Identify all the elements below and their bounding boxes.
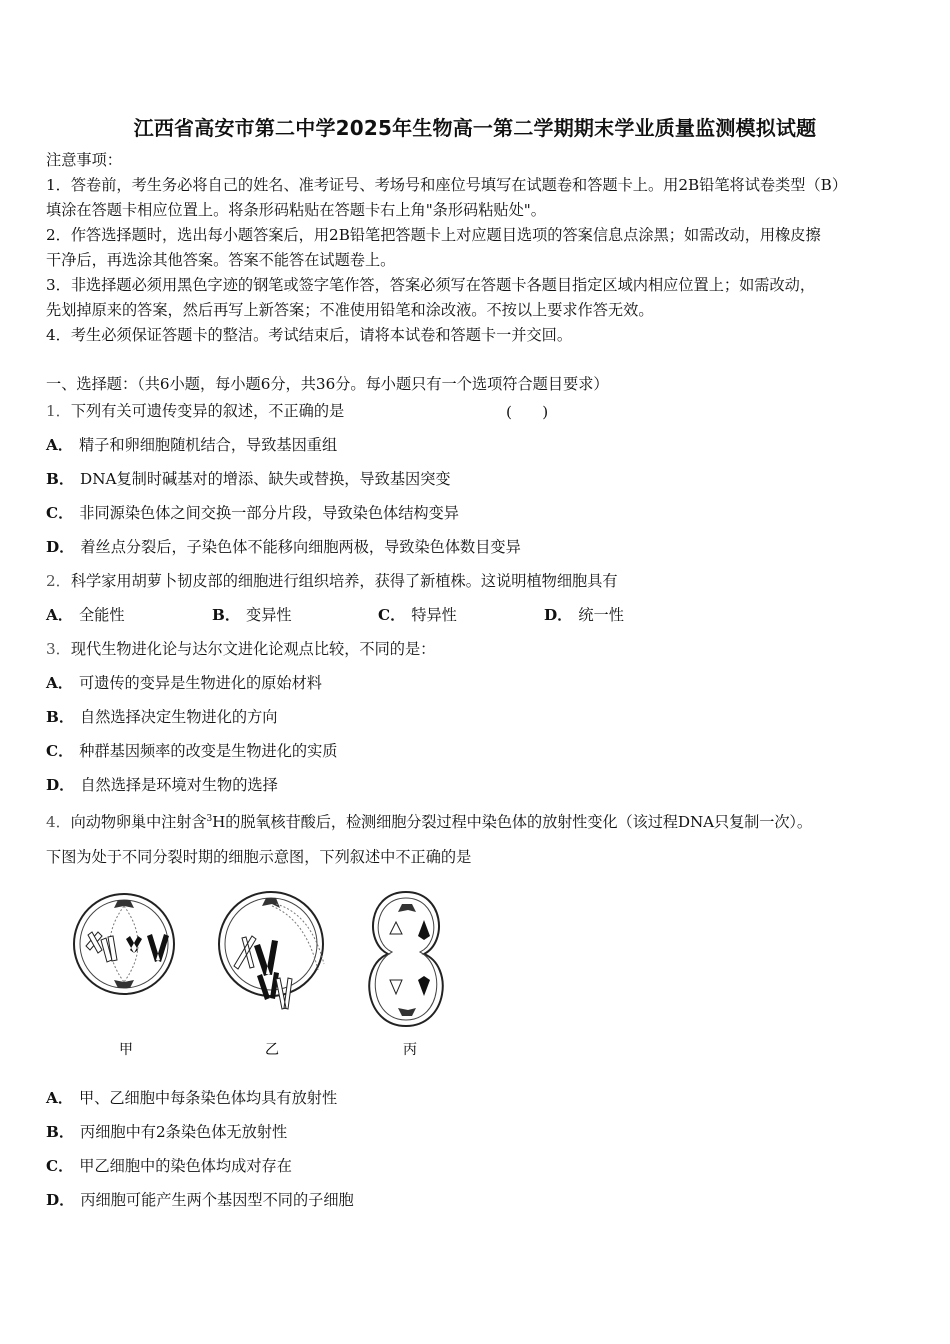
notice-line: 先划掉原来的答案，然后再写上新答案；不准使用铅笔和涂改液。不按以上要求作答无效。	[46, 301, 654, 319]
option-d	[46, 775, 278, 795]
option-b	[46, 1122, 287, 1142]
question-number: 3．	[46, 640, 71, 658]
option-label: D．	[46, 776, 75, 794]
option-label: B．	[46, 470, 75, 488]
option-label: C．	[46, 1157, 74, 1175]
cell-yi-diagram	[219, 892, 324, 1009]
option-text: 变异性	[246, 606, 292, 624]
notice-line: 2．作答选择题时，选出每小题答案后，用2B铅笔把答题卡上对应题目选项的答案信息点涂黑；如需改动，用橡皮擦	[46, 226, 821, 244]
option-label: A．	[46, 436, 73, 454]
notice-line: 4．考生必须保证答题卡的整洁。考试结束后，请将本试卷和答题卡一并交回。	[46, 326, 573, 344]
option-text: DNA复制时碱基对的增添、缺失或替换，导致基因突变	[80, 470, 451, 488]
notice-line: 3．非选择题必须用黑色字迹的钢笔或签字笔作答，答案必须写在答题卡各题目指定区域内相应位置上；如需改动，	[46, 276, 816, 294]
superscript: 3	[206, 814, 213, 824]
question-text: 科学家用胡萝卜韧皮部的细胞进行组织培养，获得了新植株。这说明植物细胞具有	[70, 572, 618, 590]
option-label: B．	[46, 708, 75, 726]
option-text: 可遗传的变异是生物进化的原始材料	[78, 674, 322, 692]
option-a	[46, 605, 212, 625]
option-a	[46, 673, 322, 693]
option-label: D．	[544, 606, 573, 624]
option-text: 非同源染色体之间交换一部分片段，导致染色体结构变异	[79, 504, 459, 522]
option-b	[46, 469, 451, 489]
section-heading: 一、选择题：（共6小题，每小题6分，共36分。每小题只有一个选项符合题目要求）	[46, 375, 609, 393]
option-label: C．	[46, 742, 74, 760]
answer-parenthesis: ( )	[506, 403, 549, 421]
question-text: 下列有关可遗传变异的叙述，不正确的是	[70, 402, 345, 420]
option-text: 丙细胞可能产生两个基因型不同的子细胞	[80, 1191, 354, 1209]
question-number: 1．	[46, 402, 71, 420]
figure-label-bing: 丙	[403, 1042, 417, 1058]
option-label: D．	[46, 1191, 75, 1209]
option-a	[46, 1088, 337, 1108]
cell-division-figure	[66, 884, 466, 1064]
question-number: 4．	[46, 813, 71, 832]
option-text: 自然选择决定生物进化的方向	[80, 708, 278, 726]
question-text: 现代生物进化论与达尔文进化论观点比较，不同的是：	[70, 640, 436, 658]
notice-heading: 注意事项：	[46, 151, 122, 169]
option-text: 着丝点分裂后，子染色体不能移向细胞两极，导致染色体数目变异	[80, 538, 521, 556]
figure-label-yi: 乙	[265, 1042, 279, 1058]
question-text: 向动物卵巢中注射含	[70, 813, 207, 832]
option-row	[46, 605, 710, 625]
option-label: C．	[46, 504, 74, 522]
question-text: H的脱氧核苷酸后，检测细胞分裂过程中染色体的放射性变化（该过程DNA只复制一次）。	[212, 813, 813, 832]
notice-line: 干净后，再选涂其他答案。答案不能答在试题卷上。	[46, 251, 396, 269]
option-text: 统一性	[578, 606, 624, 624]
option-a	[46, 435, 337, 455]
option-text: 种群基因频率的改变是生物进化的实质	[79, 742, 338, 760]
option-label: B．	[212, 606, 241, 624]
option-text: 甲乙细胞中的染色体均成对存在	[79, 1157, 292, 1175]
option-text: 特异性	[411, 606, 457, 624]
option-c	[46, 503, 459, 523]
option-c	[378, 605, 544, 625]
question-4-stem-2: 下图为处于不同分裂时期的细胞示意图，下列叙述中不正确的是	[46, 848, 472, 866]
option-c	[46, 1156, 292, 1176]
option-label: C．	[378, 606, 406, 624]
cell-bing-diagram	[369, 892, 443, 1026]
option-label: A．	[46, 1089, 73, 1107]
option-d	[544, 605, 710, 625]
notice-line: 填涂在答题卡相应位置上。将条形码粘贴在答题卡右上角"条形码粘贴处"。	[46, 201, 546, 219]
question-1-stem	[46, 401, 344, 421]
option-text: 精子和卵细胞随机结合，导致基因重组	[78, 436, 338, 454]
question-2-stem	[46, 571, 618, 591]
question-4-stem	[46, 809, 812, 832]
option-label: A．	[46, 674, 73, 692]
option-text: 全能性	[78, 606, 125, 624]
question-3-stem	[46, 639, 435, 659]
option-d	[46, 537, 521, 557]
option-b	[46, 707, 277, 727]
notice-line: 1．答卷前，考生务必将自己的姓名、准考证号、考场号和座位号填写在试题卷和答题卡上。用2B铅笔将试卷类型（B）	[46, 176, 848, 194]
option-label: B．	[46, 1123, 75, 1141]
question-number: 2．	[46, 572, 71, 590]
option-label: A．	[46, 606, 73, 624]
option-text: 丙细胞中有2条染色体无放射性	[80, 1123, 288, 1141]
option-c	[46, 741, 337, 761]
option-text: 自然选择是环境对生物的选择	[80, 776, 278, 794]
option-d	[46, 1190, 354, 1210]
option-text: 甲、乙细胞中每条染色体均具有放射性	[78, 1089, 338, 1107]
cell-jia-diagram	[74, 894, 174, 994]
page-title: 江西省高安市第二中学2025年生物高一第二学期期末学业质量监测模拟试题	[133, 116, 817, 140]
option-b	[212, 605, 378, 625]
figure-label-jia: 甲	[119, 1042, 133, 1058]
option-label: D．	[46, 538, 75, 556]
